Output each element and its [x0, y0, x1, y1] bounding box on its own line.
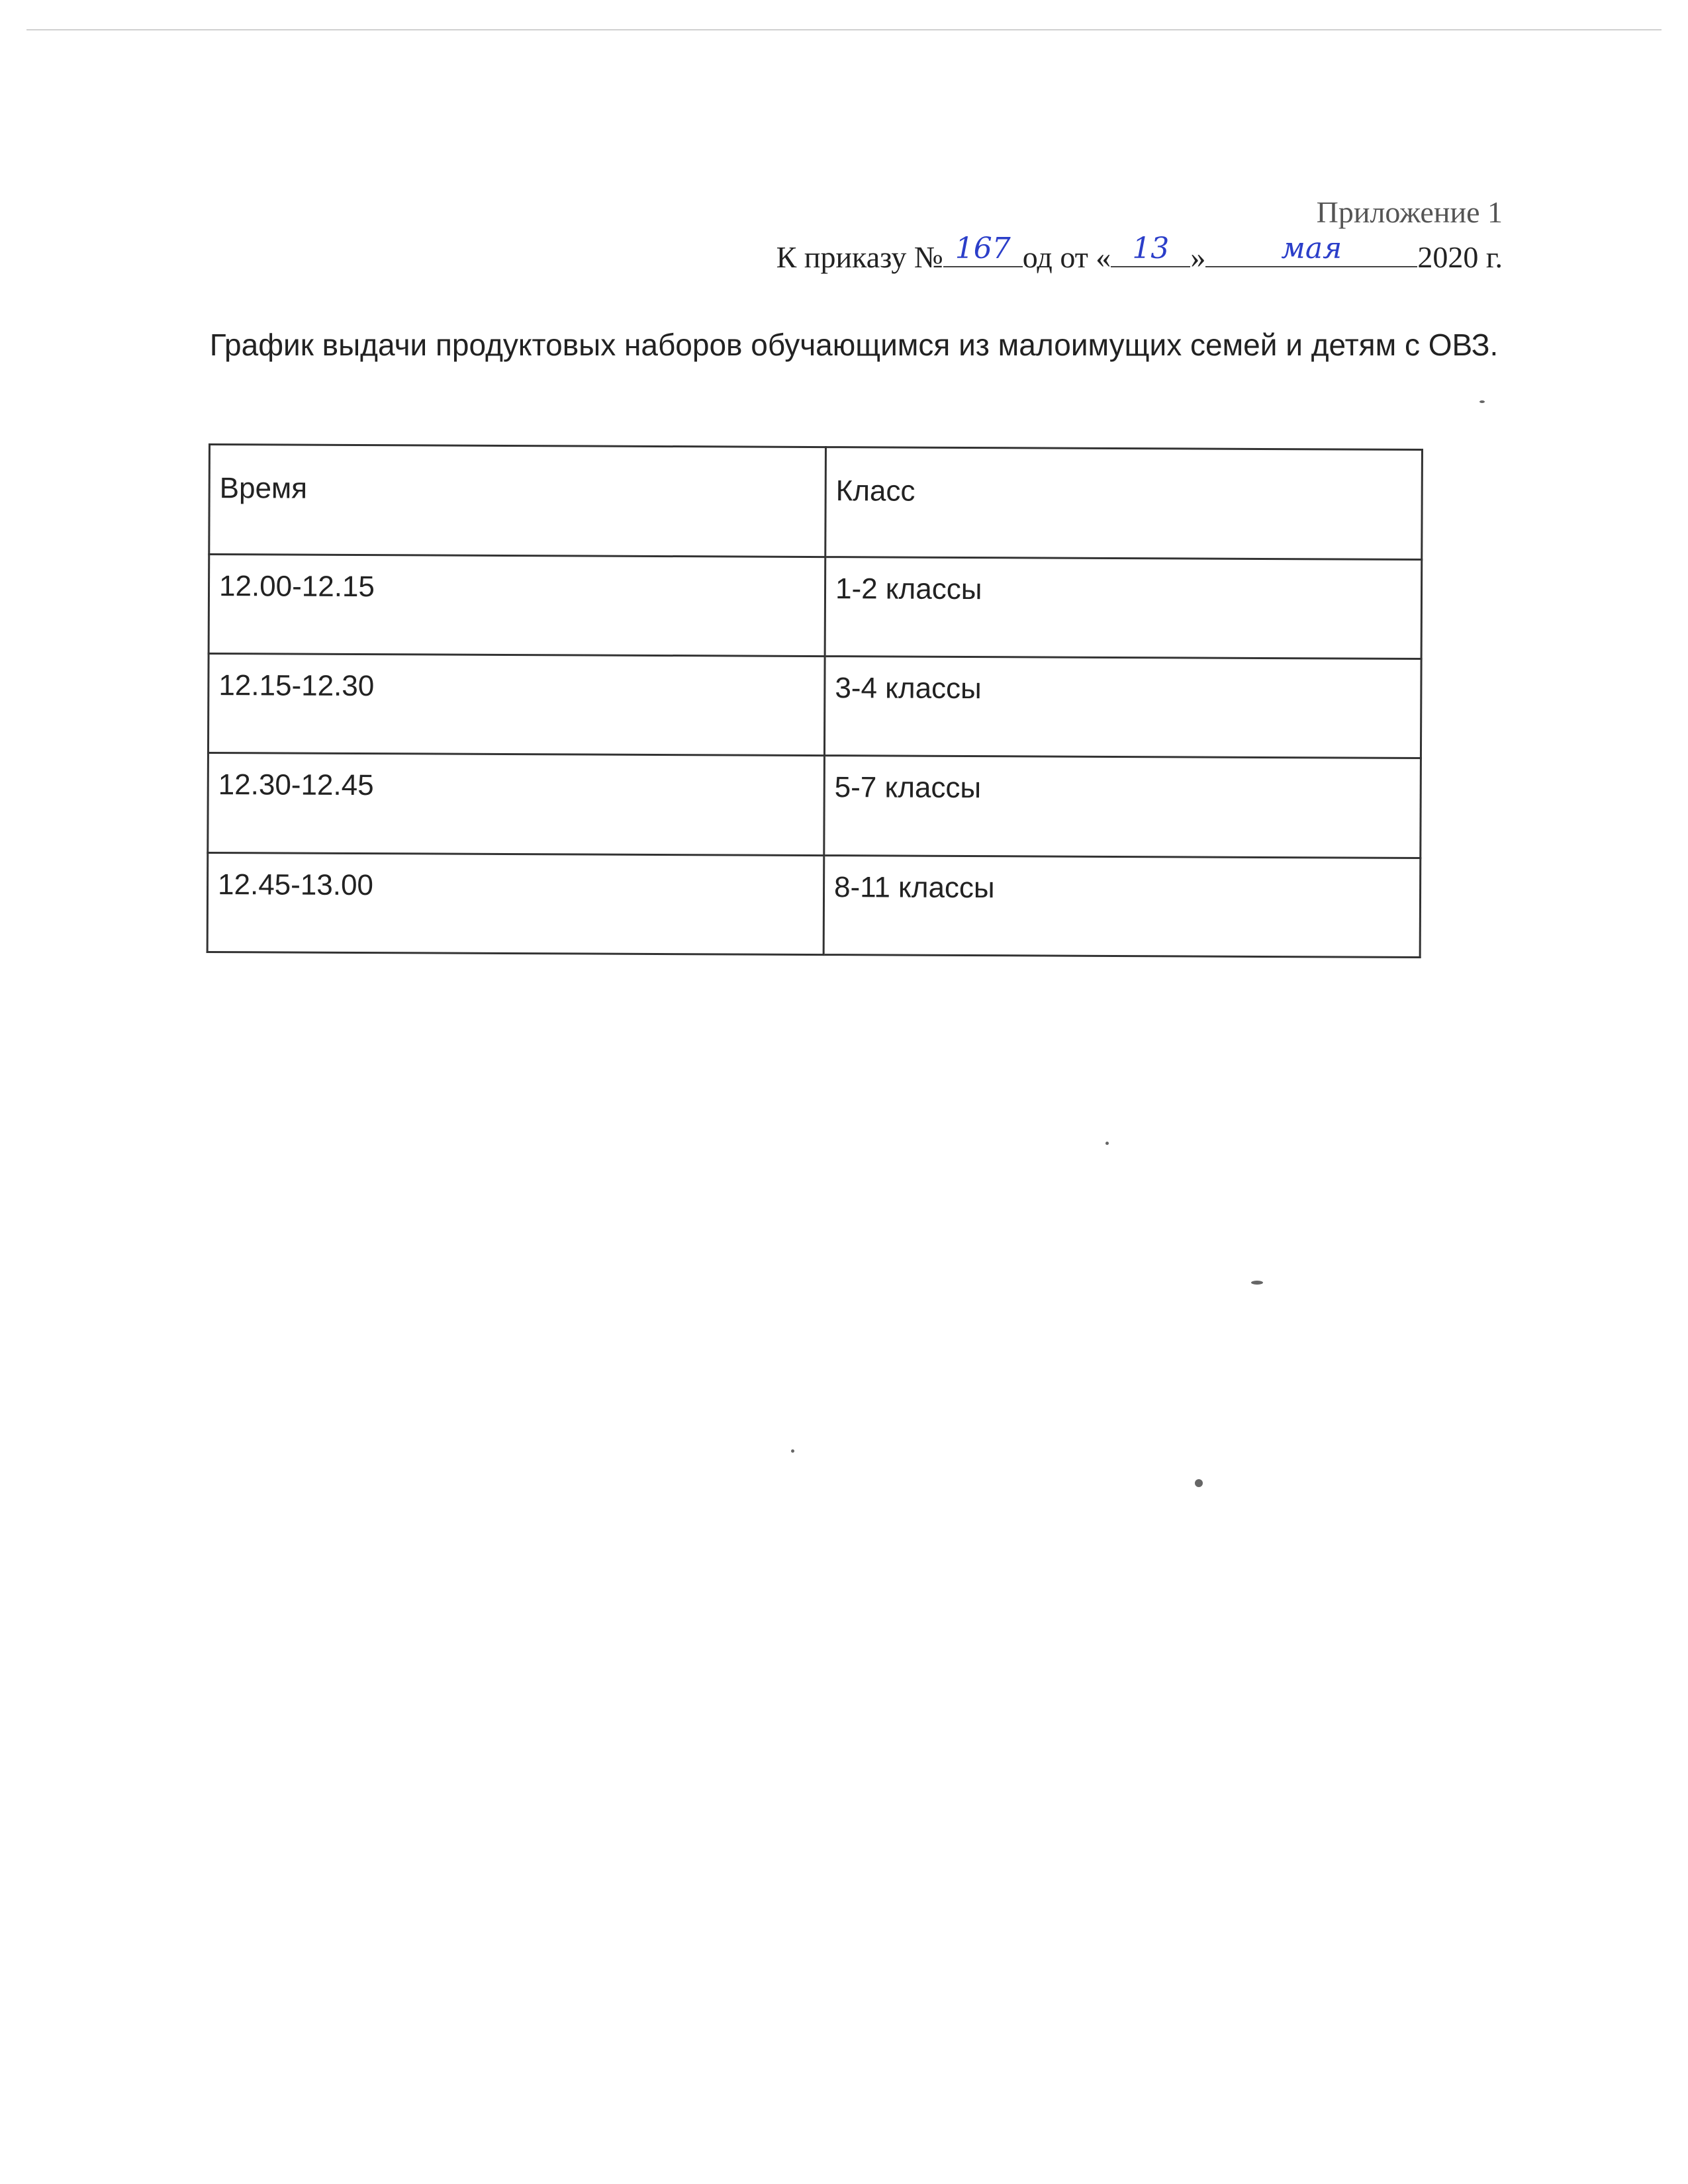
table-header-row — [209, 445, 1423, 560]
order-prefix: К приказу № — [776, 240, 943, 274]
time-cell: 12.30-12.45 — [208, 753, 825, 855]
schedule-table — [207, 443, 1423, 958]
table-row — [207, 852, 1421, 957]
order-line — [776, 233, 1503, 278]
header-class: Класс — [825, 447, 1423, 560]
appendix-label: Приложение 1 — [1316, 195, 1503, 229]
order-day-blank — [1111, 233, 1190, 267]
order-day-handwritten: 13 — [1132, 232, 1170, 265]
time-cell: 12.00-12.15 — [209, 554, 825, 656]
scan-top-edge — [26, 29, 1662, 30]
order-number-handwritten: 167 — [955, 232, 1011, 265]
time-cell: 12.45-13.00 — [207, 852, 824, 954]
scan-speck — [1105, 1142, 1109, 1145]
header-time: Время — [209, 445, 826, 557]
class-cell: 5-7 классы — [824, 756, 1421, 858]
order-year: 2020 г. — [1417, 240, 1503, 274]
class-cell: 1-2 классы — [825, 557, 1422, 659]
table-row — [208, 753, 1421, 858]
scan-speck — [1195, 1479, 1203, 1487]
table-row — [208, 654, 1421, 758]
document-title: График выдачи продуктовых наборов обучающимся из малоимущих семей и детям с ОВЗ. — [209, 328, 1499, 362]
table-row — [209, 554, 1422, 659]
scan-speck — [791, 1449, 794, 1453]
time-cell: 12.15-12.30 — [208, 654, 825, 756]
order-month-blank — [1205, 233, 1417, 267]
order-number-blank — [943, 233, 1023, 267]
order-mid: од от « — [1022, 240, 1111, 274]
order-reference — [776, 192, 1503, 278]
scan-speck — [1479, 400, 1485, 403]
class-cell: 3-4 классы — [824, 657, 1421, 758]
order-month-handwritten: мая — [1281, 232, 1342, 265]
class-cell: 8-11 классы — [823, 855, 1421, 957]
scan-speck — [1251, 1281, 1263, 1285]
order-after-day: » — [1190, 240, 1206, 274]
